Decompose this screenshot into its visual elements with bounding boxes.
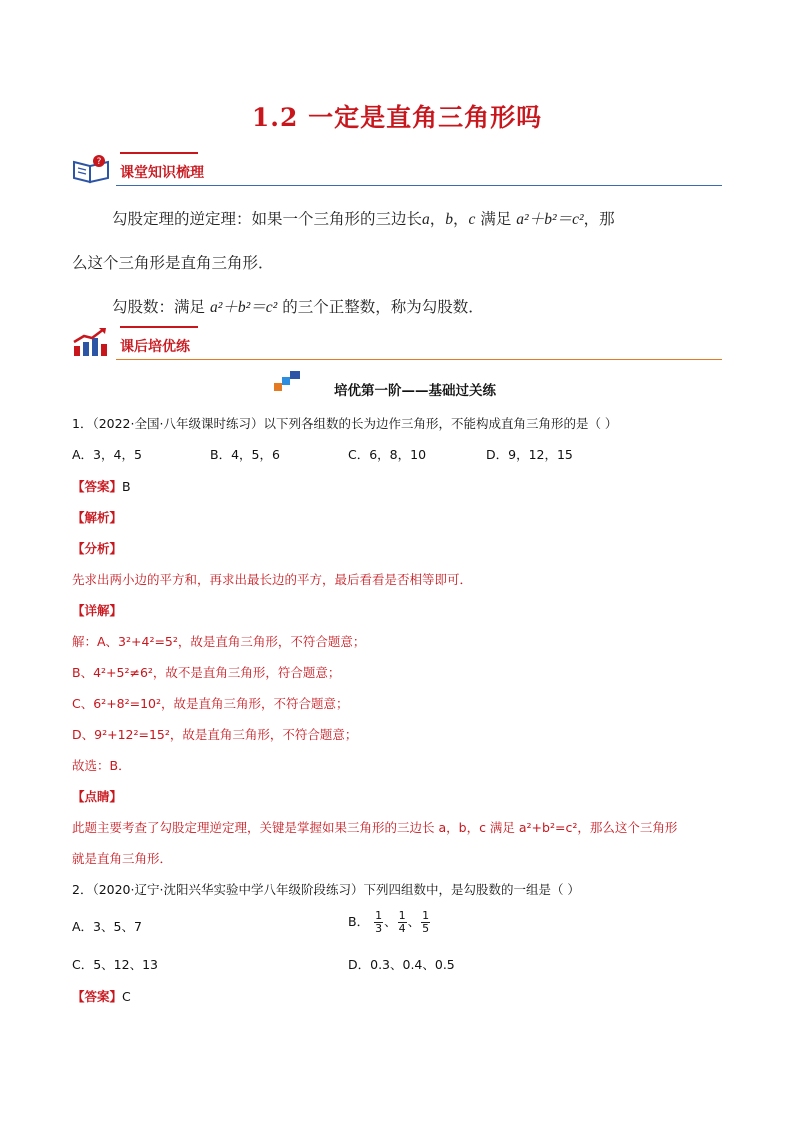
question-1-option-d: D．9，12，15 [486,447,573,462]
book-icon [72,152,110,184]
question-1-stem: 1．（2022·全国·八年级课时练习）以下列各组数的长为边作三角形，不能构成直角三角形的是（ ） [72,416,618,431]
fraction: $\frac{1}{3}$ [375,909,383,935]
knowledge-paragraph-2: 勾股数：满足 a²＋b²＝c² 的三个正整数，称为勾股数． [112,298,484,316]
question-1-option-b: B．4，5，6 [210,447,280,462]
section-label: 课堂知识梳理 [120,165,204,181]
fraction: $\frac{1}{4}$ [398,909,406,935]
question-2-option-b: B． $\frac{1}{3}$ 、 $\frac{1}{4}$ 、 $\frac{1}{5}$ [348,909,430,935]
question-1-detail-line: B、4²+5²≠6²，故不是直角三角形，符合题意； [72,665,341,680]
question-1-detail-line: D、9²+12²=15²，故是直角三角形，不符合题意； [72,727,358,742]
question-1-comment-cont: 就是直角三角形． [72,851,173,866]
question-1-detail-line: 解：A、3²+4²=5²，故是直角三角形，不符合题意； [72,634,366,649]
question-2-answer: 【答案】C [72,989,131,1004]
svg-text:?: ? [96,157,102,167]
question-2-option-c: C．5、12、13 [72,957,158,972]
knowledge-paragraph-1: 勾股定理的逆定理：如果一个三角形的三边长a，b，c 满足 a²＋b²＝c²，那 [112,210,615,228]
section-header-knowledge [72,152,722,186]
growth-chart-icon [72,326,110,358]
fraction: $\frac{1}{5}$ [422,909,430,935]
question-2-stem: 2．（2020·辽宁·沈阳兴华实验中学八年级阶段练习）下列四组数中，是勾股数的一组是（ ） [72,882,580,897]
question-1-fenxi-tag: 【分析】 [72,541,123,556]
section-divider [116,359,722,361]
question-1-answer: 【答案】B [72,479,131,494]
subsection-title: 培优第一阶——基础过关练 [334,383,496,399]
question-1-comment-tag: 【点睛】 [72,789,123,804]
question-1-detail-line: C、6²+8²=10²，故是直角三角形，不符合题意； [72,696,349,711]
question-2-option-d: D．0.3、0.4、0.5 [348,957,455,972]
question-1-analysis-tag: 【解析】 [72,510,123,525]
question-1-fenxi: 先求出两小边的平方和，再求出最长边的平方，最后看看是否相等即可． [72,572,473,587]
section-divider [116,185,722,187]
knowledge-paragraph-1-cont: 么这个三角形是直角三角形． [72,254,274,272]
page-title: 1.2 一定是直角三角形吗 [251,103,543,132]
question-1-option-a: A．3，4，5 [72,447,142,462]
section-header-practice [72,326,722,360]
question-1-comment: 此题主要考查了勾股定理逆定理，关键是掌握如果三角形的三边长 a，b，c 满足 a²+b²=c²，那么这个三角形 [72,820,678,835]
question-1-detail-tag: 【详解】 [72,603,123,618]
question-1-option-c: C．6，8，10 [348,447,427,462]
question-1-detail-line: 故选：B． [72,758,131,773]
question-2-option-a: A．3、5、7 [72,919,142,934]
section-label: 课后培优练 [120,339,190,355]
